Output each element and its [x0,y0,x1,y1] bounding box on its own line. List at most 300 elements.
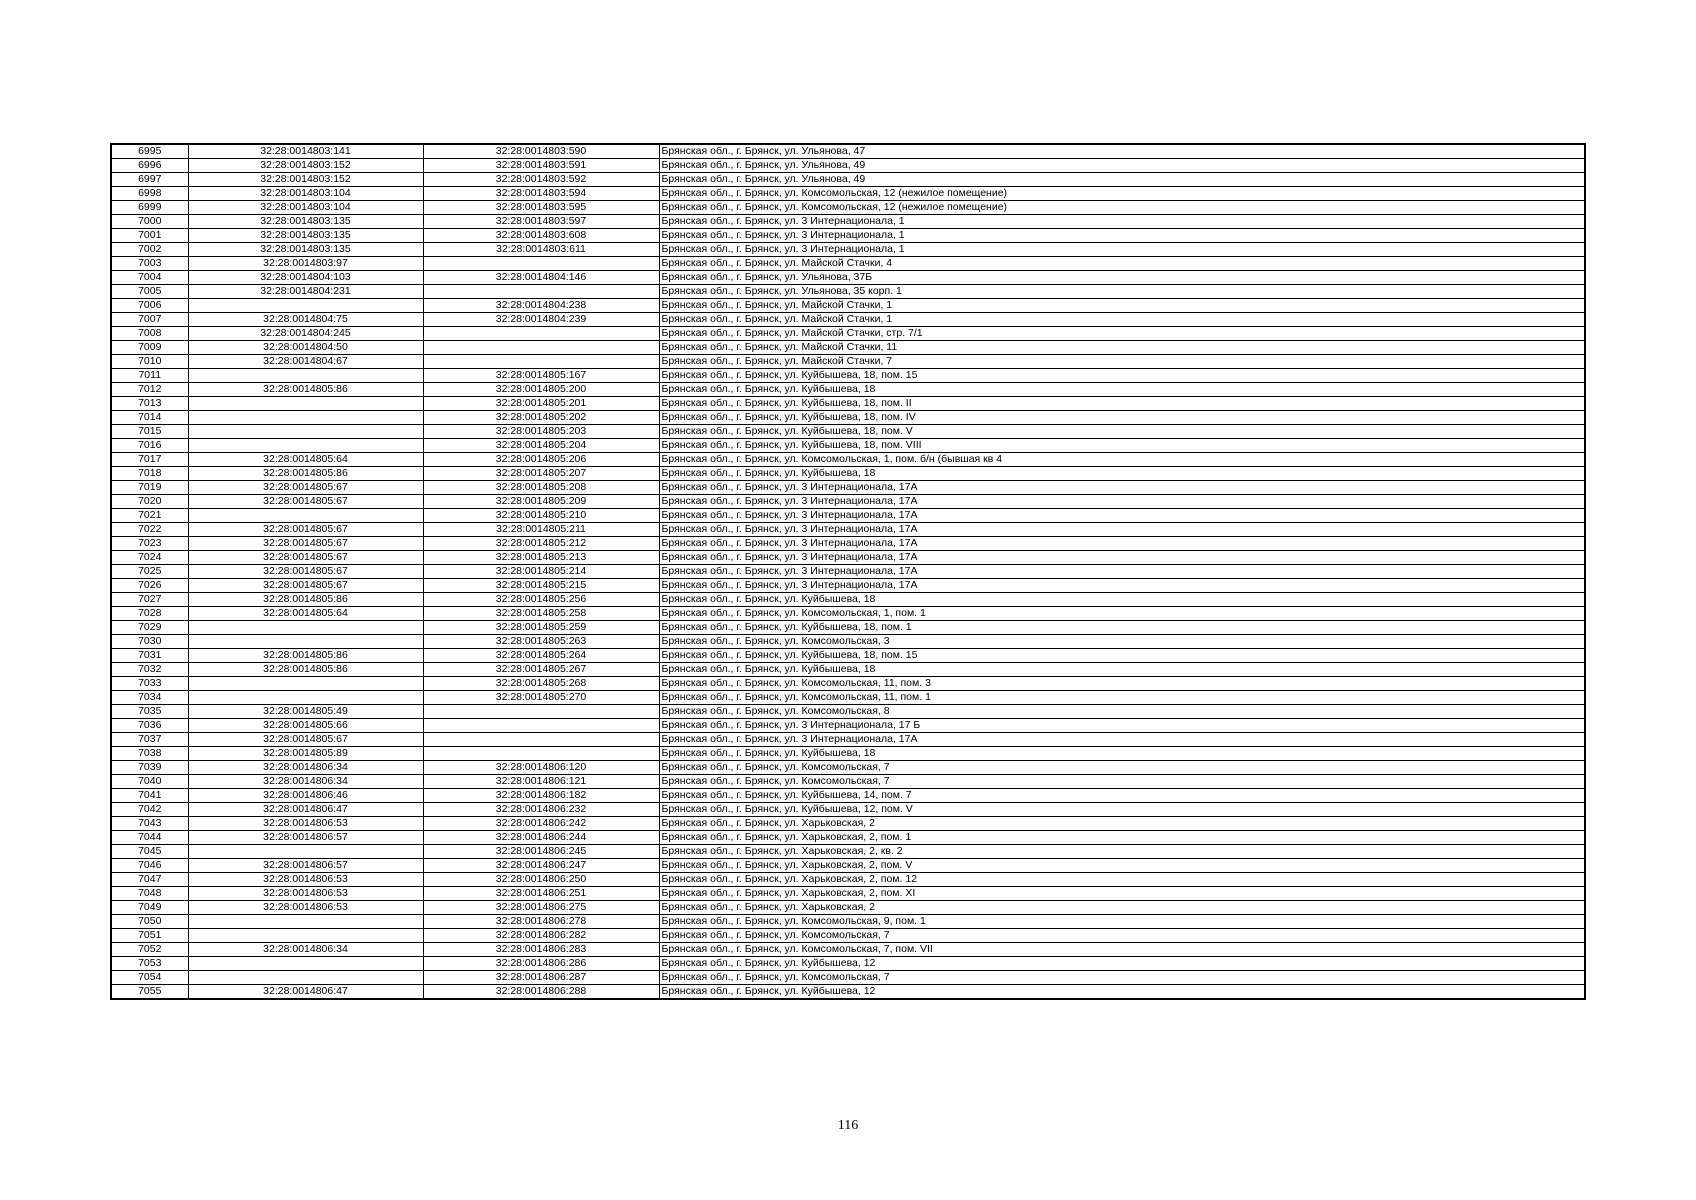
table-row [111,635,1585,649]
row-number-cell: 7028 [111,607,188,621]
table-row [111,313,1585,327]
row-number-cell: 7017 [111,453,188,467]
object-number-cell: 32:28:0014805:208 [423,481,659,495]
parcel-number-cell [188,971,423,985]
address-cell: Брянская обл., г. Брянск, ул. Комсомольская, 7 [659,761,1585,775]
row-number-cell: 7034 [111,691,188,705]
address-cell: Брянская обл., г. Брянск, ул. 3 Интернационала, 17А [659,733,1585,747]
parcel-number-cell: 32:28:0014805:67 [188,551,423,565]
table-row [111,957,1585,971]
object-number-cell [423,733,659,747]
table-row [111,369,1585,383]
parcel-number-cell: 32:28:0014805:86 [188,383,423,397]
row-number-cell: 7002 [111,243,188,257]
object-number-cell [423,257,659,271]
row-number-cell: 6997 [111,173,188,187]
table-row [111,663,1585,677]
address-cell: Брянская обл., г. Брянск, ул. Куйбышева, 18 [659,747,1585,761]
table-row [111,537,1585,551]
parcel-number-cell: 32:28:0014803:152 [188,159,423,173]
row-number-cell: 7004 [111,271,188,285]
object-number-cell: 32:28:0014806:247 [423,859,659,873]
address-cell: Брянская обл., г. Брянск, ул. 3 Интернационала, 1 [659,243,1585,257]
table-row [111,747,1585,761]
object-number-cell [423,719,659,733]
object-number-cell: 32:28:0014805:263 [423,635,659,649]
address-cell: Брянская обл., г. Брянск, ул. 3 Интернационала, 17А [659,579,1585,593]
address-cell: Брянская обл., г. Брянск, ул. Ульянова, 47 [659,144,1585,159]
parcel-number-cell: 32:28:0014805:67 [188,537,423,551]
address-cell: Брянская обл., г. Брянск, ул. 3 Интернационала, 1 [659,215,1585,229]
object-number-cell: 32:28:0014805:267 [423,663,659,677]
row-number-cell: 7022 [111,523,188,537]
table-row [111,383,1585,397]
page-number: 116 [837,1118,859,1133]
address-cell: Брянская обл., г. Брянск, ул. Харьковская, 2, пом. XI [659,887,1585,901]
row-number-cell: 7040 [111,775,188,789]
object-number-cell: 32:28:0014805:201 [423,397,659,411]
parcel-number-cell [188,635,423,649]
address-cell: Брянская обл., г. Брянск, ул. Ульянова, 37Б [659,271,1585,285]
address-cell: Брянская обл., г. Брянск, ул. Харьковская, 2, пом. V [659,859,1585,873]
parcel-number-cell: 32:28:0014806:53 [188,901,423,915]
row-number-cell: 7047 [111,873,188,887]
table-row [111,173,1585,187]
address-cell: Брянская обл., г. Брянск, ул. Майской Стачки, 4 [659,257,1585,271]
table-row [111,985,1585,1000]
address-cell: Брянская обл., г. Брянск, ул. Комсомольская, 1, пом. 1 [659,607,1585,621]
row-number-cell: 7032 [111,663,188,677]
row-number-cell: 7037 [111,733,188,747]
parcel-number-cell: 32:28:0014806:53 [188,817,423,831]
object-number-cell: 32:28:0014806:120 [423,761,659,775]
table-row [111,691,1585,705]
object-number-cell: 32:28:0014803:594 [423,187,659,201]
address-cell: Брянская обл., г. Брянск, ул. Куйбышева, 18, пом. 1 [659,621,1585,635]
parcel-number-cell: 32:28:0014805:67 [188,495,423,509]
table-row [111,845,1585,859]
address-cell: Брянская обл., г. Брянск, ул. Комсомольская, 11, пом. 1 [659,691,1585,705]
address-cell: Брянская обл., г. Брянск, ул. Комсомольская, 1, пом. б/н (бывшая кв 4 [659,453,1585,467]
row-number-cell: 7044 [111,831,188,845]
table-row [111,355,1585,369]
parcel-number-cell: 32:28:0014806:57 [188,859,423,873]
parcel-number-cell: 32:28:0014806:53 [188,887,423,901]
table-row [111,271,1585,285]
row-number-cell: 7052 [111,943,188,957]
address-cell: Брянская обл., г. Брянск, ул. Майской Стачки, 1 [659,299,1585,313]
object-number-cell: 32:28:0014803:597 [423,215,659,229]
address-cell: Брянская обл., г. Брянск, ул. Куйбышева, 18, пом. V [659,425,1585,439]
parcel-number-cell: 32:28:0014804:67 [188,355,423,369]
table-row [111,859,1585,873]
address-cell: Брянская обл., г. Брянск, ул. Куйбышева, 18 [659,593,1585,607]
address-cell: Брянская обл., г. Брянск, ул. Куйбышева, 12 [659,985,1585,1000]
address-cell: Брянская обл., г. Брянск, ул. Куйбышева, 18, пом. II [659,397,1585,411]
object-number-cell: 32:28:0014803:608 [423,229,659,243]
address-cell: Брянская обл., г. Брянск, ул. Комсомольская, 3 [659,635,1585,649]
parcel-number-cell [188,845,423,859]
parcel-number-cell: 32:28:0014805:86 [188,593,423,607]
address-cell: Брянская обл., г. Брянск, ул. 3 Интернационала, 17А [659,509,1585,523]
object-number-cell: 32:28:0014805:258 [423,607,659,621]
parcel-number-cell [188,397,423,411]
row-number-cell: 7003 [111,257,188,271]
table-row [111,929,1585,943]
address-cell: Брянская обл., г. Брянск, ул. Комсомольская, 12 (нежилое помещение) [659,201,1585,215]
row-number-cell: 7016 [111,439,188,453]
parcel-number-cell: 32:28:0014805:67 [188,481,423,495]
row-number-cell: 7000 [111,215,188,229]
address-cell: Брянская обл., г. Брянск, ул. Комсомольская, 7 [659,971,1585,985]
address-cell: Брянская обл., г. Брянск, ул. Куйбышева, 18, пом. 15 [659,649,1585,663]
object-number-cell: 32:28:0014806:288 [423,985,659,1000]
row-number-cell: 7049 [111,901,188,915]
row-number-cell: 7055 [111,985,188,1000]
table-row [111,229,1585,243]
object-number-cell: 32:28:0014806:182 [423,789,659,803]
address-cell: Брянская обл., г. Брянск, ул. Куйбышева, 12 [659,957,1585,971]
address-cell: Брянская обл., г. Брянск, ул. Комсомольская, 12 (нежилое помещение) [659,187,1585,201]
parcel-number-cell [188,691,423,705]
table-row [111,705,1585,719]
parcel-number-cell [188,957,423,971]
object-number-cell: 32:28:0014803:592 [423,173,659,187]
address-cell: Брянская обл., г. Брянск, ул. 3 Интернационала, 17А [659,551,1585,565]
table-row [111,719,1585,733]
address-cell: Брянская обл., г. Брянск, ул. Комсомольская, 7, пом. VII [659,943,1585,957]
object-number-cell [423,355,659,369]
object-number-cell [423,327,659,341]
table-row [111,901,1585,915]
address-cell: Брянская обл., г. Брянск, ул. Комсомольская, 8 [659,705,1585,719]
address-cell: Брянская обл., г. Брянск, ул. Комсомольская, 7 [659,775,1585,789]
table-row [111,453,1585,467]
object-number-cell [423,705,659,719]
parcel-number-cell [188,915,423,929]
object-number-cell: 32:28:0014803:611 [423,243,659,257]
row-number-cell: 7035 [111,705,188,719]
object-number-cell: 32:28:0014805:167 [423,369,659,383]
row-number-cell: 7008 [111,327,188,341]
row-number-cell: 7039 [111,761,188,775]
parcel-number-cell: 32:28:0014806:34 [188,775,423,789]
parcel-number-cell [188,425,423,439]
parcel-number-cell [188,369,423,383]
row-number-cell: 7031 [111,649,188,663]
table-row [111,187,1585,201]
object-number-cell: 32:28:0014805:215 [423,579,659,593]
parcel-number-cell: 32:28:0014803:104 [188,201,423,215]
object-number-cell: 32:28:0014804:239 [423,313,659,327]
table-row [111,887,1585,901]
row-number-cell: 7027 [111,593,188,607]
address-cell: Брянская обл., г. Брянск, ул. Майской Стачки, 1 [659,313,1585,327]
address-cell: Брянская обл., г. Брянск, ул. 3 Интернационала, 17А [659,523,1585,537]
table-row [111,257,1585,271]
table-row [111,775,1585,789]
row-number-cell: 7041 [111,789,188,803]
parcel-number-cell: 32:28:0014803:104 [188,187,423,201]
table-row [111,873,1585,887]
row-number-cell: 7023 [111,537,188,551]
object-number-cell: 32:28:0014806:283 [423,943,659,957]
parcel-number-cell: 32:28:0014806:34 [188,943,423,957]
parcel-number-cell: 32:28:0014803:152 [188,173,423,187]
table-row [111,971,1585,985]
parcel-number-cell: 32:28:0014805:86 [188,663,423,677]
parcel-number-cell: 32:28:0014805:67 [188,733,423,747]
parcel-number-cell: 32:28:0014805:49 [188,705,423,719]
object-number-cell: 32:28:0014806:278 [423,915,659,929]
parcel-number-cell: 32:28:0014805:86 [188,467,423,481]
object-number-cell: 32:28:0014805:213 [423,551,659,565]
row-number-cell: 7006 [111,299,188,313]
parcel-number-cell: 32:28:0014806:47 [188,985,423,1000]
parcel-number-cell: 32:28:0014804:245 [188,327,423,341]
object-number-cell: 32:28:0014805:210 [423,509,659,523]
object-number-cell: 32:28:0014806:250 [423,873,659,887]
table-row [111,565,1585,579]
table-row [111,607,1585,621]
object-number-cell: 32:28:0014803:590 [423,144,659,159]
address-cell: Брянская обл., г. Брянск, ул. 3 Интернационала, 17А [659,495,1585,509]
parcel-number-cell: 32:28:0014805:66 [188,719,423,733]
row-number-cell: 7015 [111,425,188,439]
row-number-cell: 7046 [111,859,188,873]
row-number-cell: 7050 [111,915,188,929]
table-row [111,495,1585,509]
table-row [111,397,1585,411]
table-row [111,761,1585,775]
registry-table-body [111,144,1585,999]
row-number-cell: 7001 [111,229,188,243]
parcel-number-cell: 32:28:0014805:67 [188,523,423,537]
row-number-cell: 7024 [111,551,188,565]
object-number-cell: 32:28:0014803:595 [423,201,659,215]
address-cell: Брянская обл., г. Брянск, ул. Куйбышева, 18, пом. VIII [659,439,1585,453]
registry-table [110,143,1586,1000]
address-cell: Брянская обл., г. Брянск, ул. Комсомольская, 7 [659,929,1585,943]
row-number-cell: 6999 [111,201,188,215]
object-number-cell [423,747,659,761]
parcel-number-cell: 32:28:0014805:86 [188,649,423,663]
row-number-cell: 7009 [111,341,188,355]
row-number-cell: 7011 [111,369,188,383]
address-cell: Брянская обл., г. Брянск, ул. Ульянова, 35 корп. 1 [659,285,1585,299]
row-number-cell: 7036 [111,719,188,733]
row-number-cell: 7030 [111,635,188,649]
parcel-number-cell: 32:28:0014804:50 [188,341,423,355]
parcel-number-cell: 32:28:0014804:75 [188,313,423,327]
address-cell: Брянская обл., г. Брянск, ул. Харьковская, 2, пом. 12 [659,873,1585,887]
object-number-cell [423,285,659,299]
table-row [111,201,1585,215]
row-number-cell: 7029 [111,621,188,635]
parcel-number-cell: 32:28:0014805:64 [188,607,423,621]
table-row [111,327,1585,341]
object-number-cell: 32:28:0014805:270 [423,691,659,705]
parcel-number-cell [188,299,423,313]
parcel-number-cell [188,621,423,635]
row-number-cell: 7038 [111,747,188,761]
parcel-number-cell: 32:28:0014803:135 [188,229,423,243]
parcel-number-cell: 32:28:0014806:34 [188,761,423,775]
object-number-cell: 32:28:0014805:212 [423,537,659,551]
table-row [111,943,1585,957]
parcel-number-cell [188,411,423,425]
object-number-cell: 32:28:0014805:256 [423,593,659,607]
table-row [111,467,1585,481]
address-cell: Брянская обл., г. Брянск, ул. Харьковская, 2 [659,901,1585,915]
address-cell: Брянская обл., г. Брянск, ул. Куйбышева, 18 [659,383,1585,397]
object-number-cell: 32:28:0014806:245 [423,845,659,859]
object-number-cell: 32:28:0014805:211 [423,523,659,537]
parcel-number-cell: 32:28:0014803:141 [188,144,423,159]
address-cell: Брянская обл., г. Брянск, ул. Куйбышева, 14, пом. 7 [659,789,1585,803]
table-row [111,677,1585,691]
parcel-number-cell: 32:28:0014804:231 [188,285,423,299]
object-number-cell: 32:28:0014805:207 [423,467,659,481]
row-number-cell: 7025 [111,565,188,579]
row-number-cell: 7013 [111,397,188,411]
table-row [111,789,1585,803]
object-number-cell: 32:28:0014805:204 [423,439,659,453]
address-cell: Брянская обл., г. Брянск, ул. Майской Стачки, 11 [659,341,1585,355]
table-row [111,243,1585,257]
object-number-cell: 32:28:0014804:146 [423,271,659,285]
table-row [111,551,1585,565]
row-number-cell: 7012 [111,383,188,397]
row-number-cell: 7053 [111,957,188,971]
object-number-cell: 32:28:0014806:287 [423,971,659,985]
table-row [111,509,1585,523]
object-number-cell [423,341,659,355]
parcel-number-cell [188,509,423,523]
object-number-cell: 32:28:0014805:202 [423,411,659,425]
address-cell: Брянская обл., г. Брянск, ул. Куйбышева, 18 [659,663,1585,677]
row-number-cell: 7014 [111,411,188,425]
row-number-cell: 6996 [111,159,188,173]
row-number-cell: 7054 [111,971,188,985]
row-number-cell: 7018 [111,467,188,481]
row-number-cell: 7021 [111,509,188,523]
parcel-number-cell: 32:28:0014806:46 [188,789,423,803]
row-number-cell: 6998 [111,187,188,201]
object-number-cell: 32:28:0014805:268 [423,677,659,691]
row-number-cell: 7045 [111,845,188,859]
parcel-number-cell: 32:28:0014806:47 [188,803,423,817]
table-row [111,285,1585,299]
table-row [111,299,1585,313]
row-number-cell: 7020 [111,495,188,509]
parcel-number-cell: 32:28:0014803:135 [188,243,423,257]
table-row [111,579,1585,593]
address-cell: Брянская обл., г. Брянск, ул. Майской Стачки, 7 [659,355,1585,369]
table-row [111,593,1585,607]
object-number-cell: 32:28:0014804:238 [423,299,659,313]
object-number-cell: 32:28:0014805:209 [423,495,659,509]
object-number-cell: 32:28:0014806:232 [423,803,659,817]
parcel-number-cell: 32:28:0014804:103 [188,271,423,285]
row-number-cell: 7007 [111,313,188,327]
object-number-cell: 32:28:0014806:121 [423,775,659,789]
table-row [111,481,1585,495]
parcel-number-cell: 32:28:0014806:53 [188,873,423,887]
table-row [111,831,1585,845]
object-number-cell: 32:28:0014805:259 [423,621,659,635]
row-number-cell: 7005 [111,285,188,299]
address-cell: Брянская обл., г. Брянск, ул. 3 Интернационала, 17 Б [659,719,1585,733]
table-row [111,649,1585,663]
address-cell: Брянская обл., г. Брянск, ул. Харьковская, 2 [659,817,1585,831]
object-number-cell: 32:28:0014805:206 [423,453,659,467]
table-row [111,425,1585,439]
object-number-cell: 32:28:0014806:275 [423,901,659,915]
address-cell: Брянская обл., г. Брянск, ул. Куйбышева, 18, пом. 15 [659,369,1585,383]
object-number-cell: 32:28:0014803:591 [423,159,659,173]
row-number-cell: 6995 [111,144,188,159]
row-number-cell: 7019 [111,481,188,495]
address-cell: Брянская обл., г. Брянск, ул. Майской Стачки, стр. 7/1 [659,327,1585,341]
table-row [111,159,1585,173]
table-row [111,144,1585,159]
address-cell: Брянская обл., г. Брянск, ул. Ульянова, 49 [659,173,1585,187]
table-row [111,733,1585,747]
table-row [111,915,1585,929]
address-cell: Брянская обл., г. Брянск, ул. Куйбышева, 18 [659,467,1585,481]
address-cell: Брянская обл., г. Брянск, ул. 3 Интернационала, 17А [659,481,1585,495]
parcel-number-cell: 32:28:0014806:57 [188,831,423,845]
row-number-cell: 7051 [111,929,188,943]
address-cell: Брянская обл., г. Брянск, ул. 3 Интернационала, 17А [659,565,1585,579]
parcel-number-cell: 32:28:0014805:67 [188,565,423,579]
object-number-cell: 32:28:0014805:200 [423,383,659,397]
address-cell: Брянская обл., г. Брянск, ул. Харьковская, 2, пом. 1 [659,831,1585,845]
row-number-cell: 7033 [111,677,188,691]
parcel-number-cell: 32:28:0014803:97 [188,257,423,271]
row-number-cell: 7026 [111,579,188,593]
parcel-number-cell: 32:28:0014805:89 [188,747,423,761]
object-number-cell: 32:28:0014806:251 [423,887,659,901]
table-row [111,621,1585,635]
address-cell: Брянская обл., г. Брянск, ул. Комсомольская, 11, пом. 3 [659,677,1585,691]
parcel-number-cell: 32:28:0014803:135 [188,215,423,229]
address-cell: Брянская обл., г. Брянск, ул. Ульянова, 49 [659,159,1585,173]
parcel-number-cell [188,439,423,453]
object-number-cell: 32:28:0014805:214 [423,565,659,579]
parcel-number-cell: 32:28:0014805:64 [188,453,423,467]
parcel-number-cell: 32:28:0014805:67 [188,579,423,593]
table-row [111,215,1585,229]
address-cell: Брянская обл., г. Брянск, ул. Комсомольская, 9, пом. 1 [659,915,1585,929]
address-cell: Брянская обл., г. Брянск, ул. 3 Интернационала, 17А [659,537,1585,551]
table-row [111,523,1585,537]
address-cell: Брянская обл., г. Брянск, ул. 3 Интернационала, 1 [659,229,1585,243]
object-number-cell: 32:28:0014806:282 [423,929,659,943]
table-row [111,803,1585,817]
object-number-cell: 32:28:0014805:203 [423,425,659,439]
table-row [111,411,1585,425]
row-number-cell: 7048 [111,887,188,901]
parcel-number-cell [188,677,423,691]
object-number-cell: 32:28:0014806:242 [423,817,659,831]
row-number-cell: 7043 [111,817,188,831]
object-number-cell: 32:28:0014806:244 [423,831,659,845]
address-cell: Брянская обл., г. Брянск, ул. Харьковская, 2, кв. 2 [659,845,1585,859]
table-row [111,341,1585,355]
table-row [111,817,1585,831]
